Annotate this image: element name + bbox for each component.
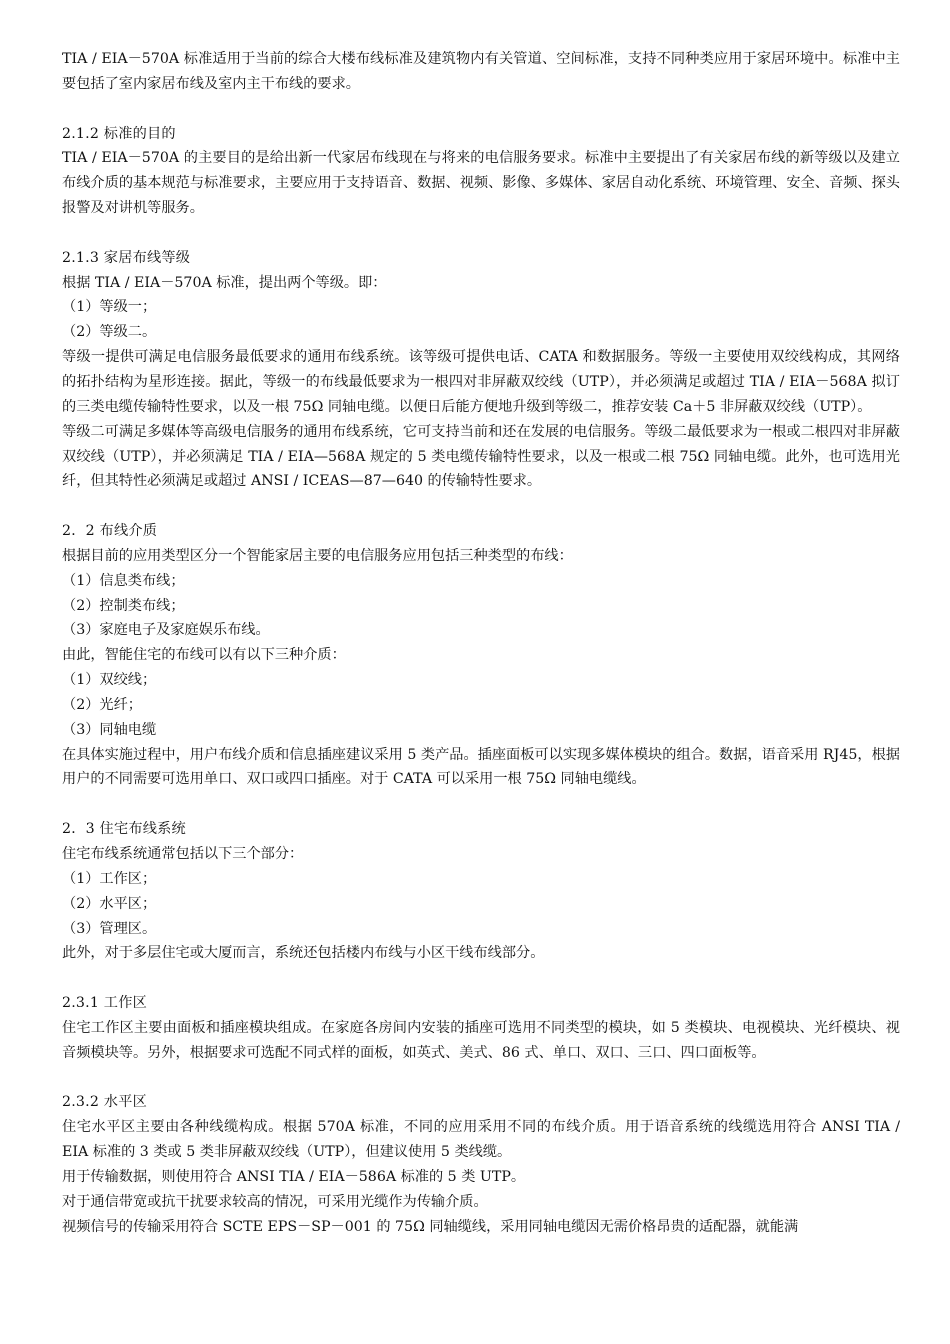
- section-gap: [62, 792, 900, 817]
- list-item: （2）水平区；: [62, 895, 157, 912]
- list-item: （3）同轴电缆: [62, 721, 157, 738]
- list-item: （2）等级二。: [62, 324, 157, 341]
- paragraph: 住宅布线系统通常包括以下三个部分：: [62, 846, 304, 862]
- document-page: [62, 47, 900, 1240]
- paragraph: 在具体实施过程中，用户布线介质和信息插座建议采用 5 类产品。插座面板可以实现多媒体模块的组合。数据，语音采用 RJ45，根据用户的不同需要可选用单口、双口或四口插座。对于 CATA 可以采用一根 75Ω 同轴电缆线。: [62, 746, 900, 788]
- paragraph: 此外，对于多层住宅或大厦而言，系统还包括楼内布线与小区干线布线部分。: [62, 945, 545, 962]
- paragraph: 用于传输数据，则使用符合 ANSI TIA / EIA－586A 标准的 5 类 UTP。: [62, 1168, 526, 1185]
- section-gap: [62, 1066, 900, 1091]
- paragraph: 住宅工作区主要由面板和插座模块组成。在家庭各房间内安装的插座可选用不同类型的模块，如 5 类模块、电视模块、光纤模块、视音频模块等。另外，根据要求可选配不同式样的面板，如英式、美式、86 式、单口、双口、三口、四口面板等。: [62, 1019, 900, 1061]
- paragraph: 对于通信带宽或抗干扰要求较高的情况，可采用光缆作为传输介质。: [62, 1193, 488, 1210]
- paragraph: 等级二可满足多媒体等高级电信服务的通用布线系统，它可支持当前和还在发展的电信服务。等级二最低要求为一根或二根四对非屏蔽双绞线（UTP），并必须满足 TIA / EIA—568A 规定的 5 类电缆传输特性要求，以及一根或二根 75Ω 同轴电缆。此外，也可选用光纤，但其特性必须满足或超过 ANSI / ICEAS—87—640 的传输特性要求。: [62, 423, 900, 490]
- list-item: （2）控制类布线；: [62, 597, 185, 614]
- list-item: （1）等级一；: [62, 299, 157, 316]
- paragraph: 由此，智能住宅的布线可以有以下三种介质：: [62, 647, 346, 664]
- paragraph: 等级一提供可满足电信服务最低要求的通用布线系统。该等级可提供电话、CATA 和数据服务。等级一主要使用双绞线构成，其网络的拓扑结构为星形连接。据此，等级一的布线最低要求为一根四对非屏蔽双绞线（UTP），并必须满足或超过 TIA / EIA－568A 拟订的三类电缆传输特性要求，以及一根 75Ω 同轴电缆。以便日后能方便地升级到等级二，推荐安装 Ca＋5 非屏蔽双绞线（UTP）。: [62, 349, 900, 415]
- paragraph: 根据目前的应用类型区分一个智能家居主要的电信服务应用包括三种类型的布线：: [62, 547, 573, 564]
- paragraph: 根据 TIA / EIA－570A 标准，提出两个等级。即：: [62, 274, 387, 291]
- section-gap: [62, 221, 900, 246]
- section-heading-2-3-1: 2.3.1 工作区: [62, 995, 147, 1012]
- section-heading-2-2: 2．2 布线介质: [62, 523, 158, 540]
- section-heading-2-3: 2．3 住宅布线系统: [62, 821, 186, 838]
- section-gap: [62, 966, 900, 991]
- intro-paragraph: TIA / EIA－570A 标准适用于当前的综合大楼布线标准及建筑物内有关管道、空间标准，支持不同种类应用于家居环境中。标准中主要包括了室内家居布线及室内主干布线的要求。: [62, 51, 900, 92]
- paragraph: 住宅水平区主要由各种线缆构成。根据 570A 标准，不同的应用采用不同的布线介质。用于语音系统的线缆选用符合 ANSI TIA / EIA 标准的 3 类或 5 类非屏蔽双绞线（UTP），但建议使用 5 类线缆。: [62, 1119, 900, 1161]
- list-item: （1）工作区；: [62, 870, 157, 887]
- paragraph: 视频信号的传输采用符合 SCTE EPS－SP－001 的 75Ω 同轴缆线，采用同轴电缆因无需价格昂贵的适配器，就能满: [62, 1218, 799, 1235]
- list-item: （1）双绞线；: [62, 672, 157, 689]
- list-item: （2）光纤；: [62, 696, 142, 713]
- section-heading-2-1-3: 2.1.3 家居布线等级: [62, 249, 191, 266]
- section-gap: [62, 494, 900, 519]
- section-gap: [62, 97, 900, 122]
- list-item: （1）信息类布线；: [62, 572, 185, 589]
- section-heading-2-3-2: 2.3.2 水平区: [62, 1094, 147, 1111]
- paragraph: TIA / EIA－570A 的主要目的是给出新一代家居布线现在与将来的电信服务要求。标准中主要提出了有关家居布线的新等级以及建立布线介质的基本规范与标准要求，主要应用于支持语音、数据、视频、影像、多媒体、家居自动化系统、环境管理、安全、音频、探头报警及对讲机等服务。: [62, 150, 900, 217]
- list-item: （3）管理区。: [62, 920, 157, 937]
- section-heading-2-1-2: 2.1.2 标准的目的: [62, 125, 176, 142]
- list-item: （3）家庭电子及家庭娱乐布线。: [62, 622, 270, 639]
